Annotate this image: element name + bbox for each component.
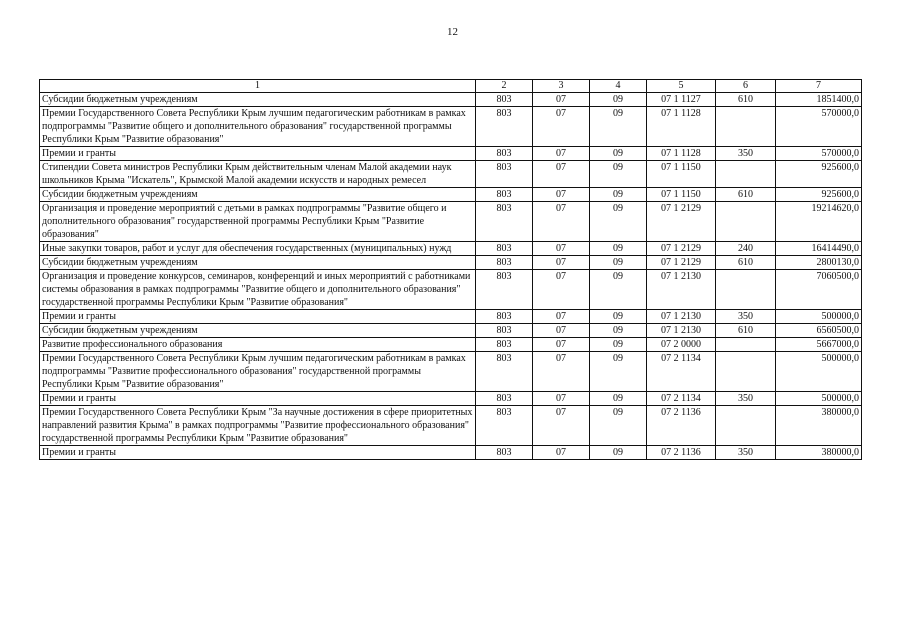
row-code-cell: 07 [533, 242, 590, 256]
row-kvr-cell: 610 [716, 188, 776, 202]
header-row [40, 80, 862, 93]
row-code-cell: 803 [476, 446, 533, 460]
table-row [40, 324, 862, 338]
row-code-cell: 803 [476, 161, 533, 188]
row-code-cell: 07 1 1127 [647, 93, 716, 107]
row-code-cell: 803 [476, 352, 533, 392]
row-name-cell: Организация и проведение мероприятий с детьми в рамках подпрограммы "Развитие общего и дополнительного образования" государственной программы Республики Крым "Развитие образования" [40, 202, 476, 242]
row-code-cell: 803 [476, 147, 533, 161]
row-kvr-cell [716, 338, 776, 352]
row-code-cell: 803 [476, 338, 533, 352]
row-code-cell: 803 [476, 310, 533, 324]
row-sum-cell: 7060500,0 [776, 270, 862, 310]
table-row [40, 242, 862, 256]
row-code-cell: 09 [590, 256, 647, 270]
page-number: 12 [447, 26, 458, 38]
row-code-cell: 09 [590, 270, 647, 310]
row-kvr-cell: 240 [716, 242, 776, 256]
row-code-cell: 07 1 2130 [647, 270, 716, 310]
row-name-cell: Организация и проведение конкурсов, семинаров, конференций и иных мероприятий с работниками системы образования в рамках подпрограммы "Развитие общего и дополнительного образования" государственной программы Республики Крым "Развитие образования" [40, 270, 476, 310]
row-sum-cell: 6560500,0 [776, 324, 862, 338]
row-code-cell: 803 [476, 324, 533, 338]
row-code-cell: 07 [533, 446, 590, 460]
row-code-cell: 803 [476, 256, 533, 270]
header-cell: 5 [647, 80, 716, 93]
table-row [40, 392, 862, 406]
table-row [40, 338, 862, 352]
row-code-cell: 07 [533, 256, 590, 270]
row-name-cell: Развитие профессионального образования [40, 338, 476, 352]
row-name-cell: Премии и гранты [40, 446, 476, 460]
row-code-cell: 07 [533, 161, 590, 188]
row-name-cell: Субсидии бюджетным учреждениям [40, 256, 476, 270]
row-code-cell: 09 [590, 324, 647, 338]
row-kvr-cell [716, 161, 776, 188]
row-code-cell: 07 1 1150 [647, 161, 716, 188]
row-name-cell: Субсидии бюджетным учреждениям [40, 324, 476, 338]
row-kvr-cell: 350 [716, 392, 776, 406]
row-sum-cell: 925600,0 [776, 188, 862, 202]
row-kvr-cell: 610 [716, 256, 776, 270]
row-code-cell: 09 [590, 202, 647, 242]
row-code-cell: 07 [533, 352, 590, 392]
header-cell: 6 [716, 80, 776, 93]
row-name-cell: Иные закупки товаров, работ и услуг для обеспечения государственных (муниципальных) нужд [40, 242, 476, 256]
row-code-cell: 07 2 1134 [647, 352, 716, 392]
row-code-cell: 803 [476, 406, 533, 446]
row-sum-cell: 380000,0 [776, 446, 862, 460]
table-row [40, 202, 862, 242]
table-row [40, 147, 862, 161]
row-code-cell: 07 1 2130 [647, 310, 716, 324]
row-sum-cell: 925600,0 [776, 161, 862, 188]
table-row [40, 93, 862, 107]
row-name-cell: Стипендии Совета министров Республики Крым действительным членам Малой академии наук школьников Крыма "Искатель", Крымской Малой академии искусств и народных ремесел [40, 161, 476, 188]
table-row [40, 310, 862, 324]
row-code-cell: 07 1 1128 [647, 107, 716, 147]
row-code-cell: 09 [590, 107, 647, 147]
table-row [40, 352, 862, 392]
header-cell: 4 [590, 80, 647, 93]
row-code-cell: 09 [590, 93, 647, 107]
table-row [40, 107, 862, 147]
row-code-cell: 09 [590, 392, 647, 406]
row-code-cell: 09 [590, 446, 647, 460]
row-code-cell: 803 [476, 202, 533, 242]
row-sum-cell: 380000,0 [776, 406, 862, 446]
header-cell: 1 [40, 80, 476, 93]
table-row [40, 406, 862, 446]
row-sum-cell: 19214620,0 [776, 202, 862, 242]
row-sum-cell: 2800130,0 [776, 256, 862, 270]
row-code-cell: 07 2 1136 [647, 446, 716, 460]
row-code-cell: 07 [533, 107, 590, 147]
row-code-cell: 07 1 2129 [647, 256, 716, 270]
row-sum-cell: 500000,0 [776, 310, 862, 324]
table-row [40, 188, 862, 202]
row-code-cell: 07 2 0000 [647, 338, 716, 352]
row-name-cell: Премии Государственного Совета Республики Крым "За научные достижения в сфере приоритетных направлений развития Крыма" в рамках подпрограммы "Развитие профессионального образования" государственной программы Республики Крым "Развитие образования" [40, 406, 476, 446]
row-code-cell: 07 [533, 310, 590, 324]
row-code-cell: 07 [533, 392, 590, 406]
row-code-cell: 07 1 2129 [647, 242, 716, 256]
row-name-cell: Субсидии бюджетным учреждениям [40, 93, 476, 107]
table-row [40, 446, 862, 460]
row-code-cell: 07 [533, 93, 590, 107]
row-code-cell: 07 [533, 188, 590, 202]
table-row [40, 256, 862, 270]
row-code-cell: 09 [590, 406, 647, 446]
row-code-cell: 803 [476, 188, 533, 202]
row-kvr-cell: 350 [716, 147, 776, 161]
row-sum-cell: 570000,0 [776, 147, 862, 161]
row-kvr-cell [716, 352, 776, 392]
row-kvr-cell: 610 [716, 93, 776, 107]
header-cell: 3 [533, 80, 590, 93]
row-code-cell: 803 [476, 93, 533, 107]
row-code-cell: 803 [476, 242, 533, 256]
row-code-cell: 07 2 1134 [647, 392, 716, 406]
row-code-cell: 09 [590, 161, 647, 188]
row-sum-cell: 1851400,0 [776, 93, 862, 107]
table-row [40, 270, 862, 310]
row-code-cell: 09 [590, 338, 647, 352]
row-code-cell: 09 [590, 352, 647, 392]
row-sum-cell: 570000,0 [776, 107, 862, 147]
row-code-cell: 07 [533, 202, 590, 242]
row-name-cell: Премии и гранты [40, 310, 476, 324]
row-kvr-cell: 350 [716, 446, 776, 460]
row-code-cell: 803 [476, 107, 533, 147]
table-row [40, 161, 862, 188]
row-name-cell: Премии Государственного Совета Республики Крым лучшим педагогическим работникам в рамках подпрограммы "Развитие общего и дополнительного образования" государственной программы Республики Крым "Развитие образования" [40, 107, 476, 147]
header-cell: 7 [776, 80, 862, 93]
row-name-cell: Премии и гранты [40, 392, 476, 406]
row-code-cell: 803 [476, 270, 533, 310]
row-code-cell: 07 [533, 324, 590, 338]
row-code-cell: 07 [533, 270, 590, 310]
row-kvr-cell [716, 107, 776, 147]
row-kvr-cell [716, 202, 776, 242]
row-sum-cell: 500000,0 [776, 392, 862, 406]
row-sum-cell: 16414490,0 [776, 242, 862, 256]
row-code-cell: 07 [533, 406, 590, 446]
row-kvr-cell [716, 406, 776, 446]
row-code-cell: 07 1 1150 [647, 188, 716, 202]
row-code-cell: 07 [533, 147, 590, 161]
row-kvr-cell [716, 270, 776, 310]
row-kvr-cell: 610 [716, 324, 776, 338]
row-code-cell: 09 [590, 188, 647, 202]
row-code-cell: 07 1 2130 [647, 324, 716, 338]
row-code-cell: 09 [590, 147, 647, 161]
row-code-cell: 07 [533, 338, 590, 352]
row-name-cell: Субсидии бюджетным учреждениям [40, 188, 476, 202]
budget-table [39, 79, 862, 460]
row-code-cell: 09 [590, 310, 647, 324]
row-sum-cell: 5667000,0 [776, 338, 862, 352]
row-code-cell: 07 1 1128 [647, 147, 716, 161]
row-code-cell: 07 1 2129 [647, 202, 716, 242]
row-code-cell: 803 [476, 392, 533, 406]
row-name-cell: Премии и гранты [40, 147, 476, 161]
row-name-cell: Премии Государственного Совета Республики Крым лучшим педагогическим работникам в рамках подпрограммы "Развитие профессионального образования" государственной программы Республики Крым "Развитие образования" [40, 352, 476, 392]
row-code-cell: 09 [590, 242, 647, 256]
row-kvr-cell: 350 [716, 310, 776, 324]
header-cell: 2 [476, 80, 533, 93]
row-sum-cell: 500000,0 [776, 352, 862, 392]
row-code-cell: 07 2 1136 [647, 406, 716, 446]
